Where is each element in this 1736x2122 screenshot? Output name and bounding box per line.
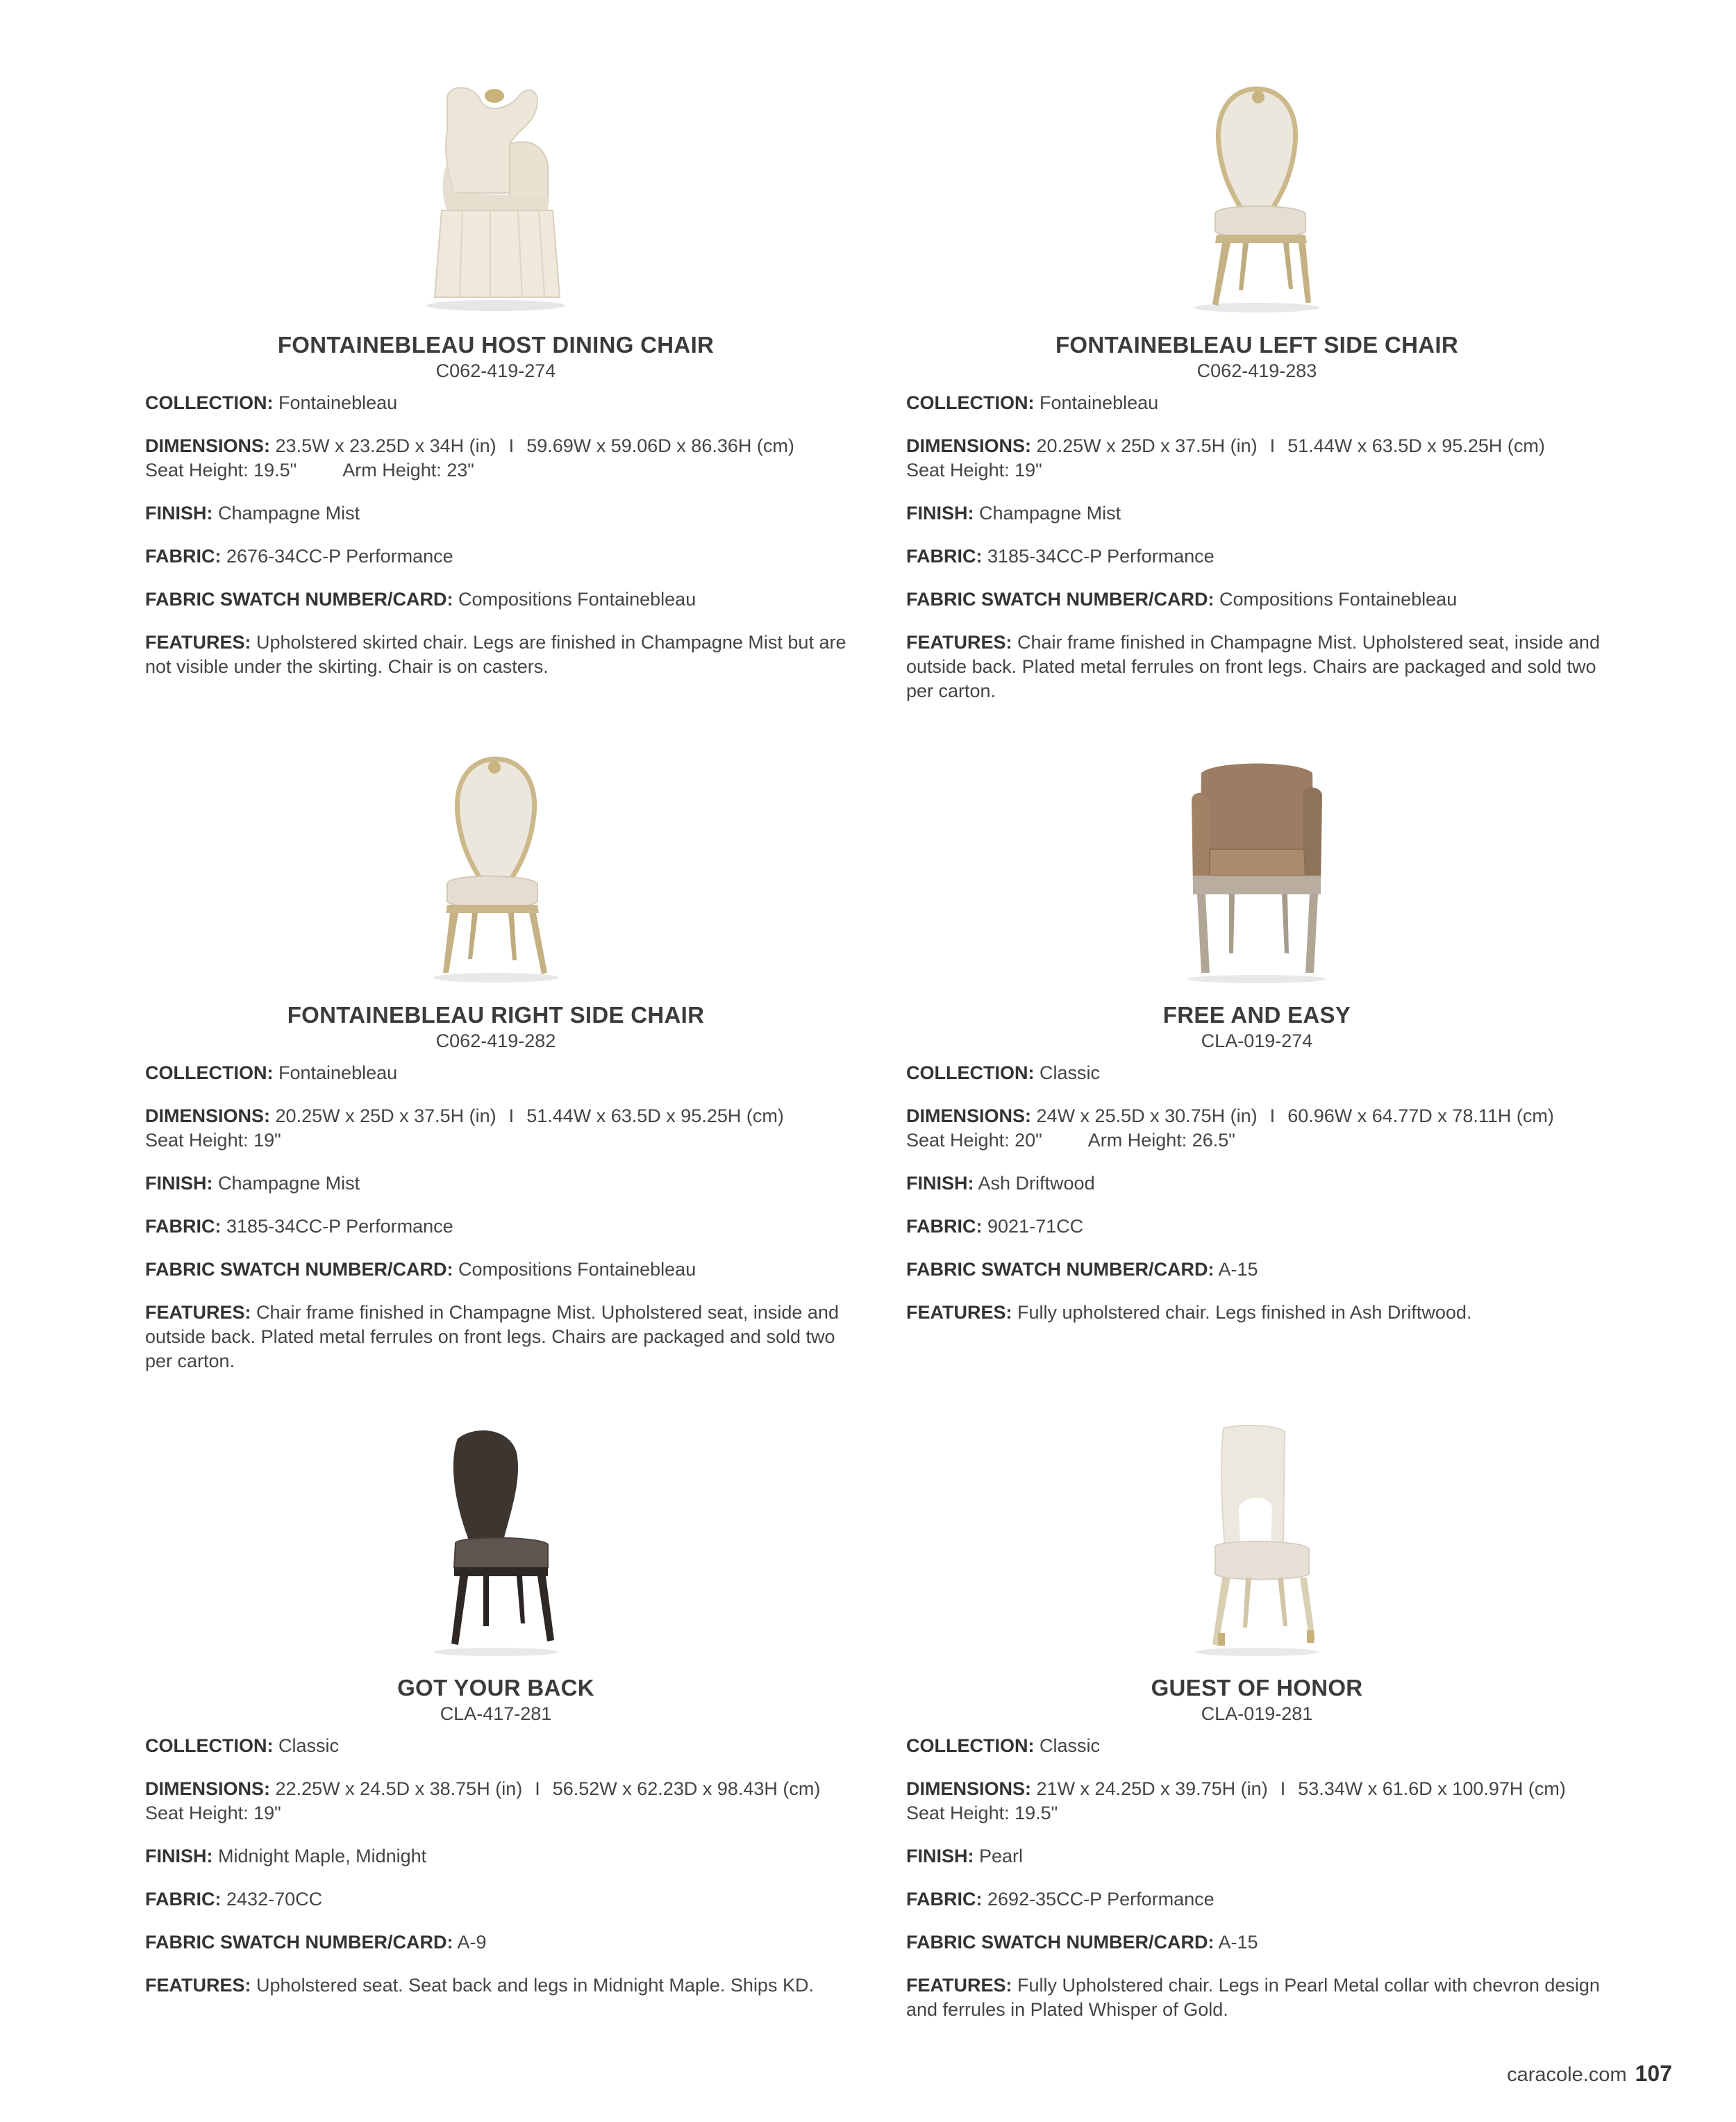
collection-row: [906, 391, 1608, 415]
dimensions-row: [906, 434, 1608, 483]
dimensions-row: [906, 1104, 1608, 1153]
features-label: FEATURES:: [906, 1975, 1012, 1996]
swatch-label: FABRIC SWATCH NUMBER/CARD:: [145, 1932, 453, 1953]
product-card: [906, 82, 1608, 722]
features-row: [145, 630, 846, 679]
swatch-row: [145, 1930, 846, 1955]
features-value: Chair frame finished in Champagne Mist. Upholstered seat, inside and outside back. Plated metal ferrules on front legs. Chairs are packaged and sold two per carton.: [906, 632, 1600, 701]
dimensions-cm: 51.44W x 63.5D x 95.25H (cm): [1287, 435, 1545, 456]
features-value: Upholstered skirted chair. Legs are finished in Champagne Mist but are not visible under the skirting. Chair is on casters.: [145, 632, 846, 677]
swatch-label: FABRIC SWATCH NUMBER/CARD:: [906, 589, 1215, 610]
features-row: [145, 1973, 846, 1998]
swatch-value: Compositions Fontainebleau: [458, 1259, 696, 1280]
product-sku: CLA-019-274: [1201, 1030, 1313, 1051]
dimensions-label: DIMENSIONS:: [906, 435, 1032, 456]
finish-row: [145, 1844, 846, 1869]
features-value: Fully upholstered chair. Legs finished in Ash Driftwood.: [1017, 1302, 1472, 1323]
finish-row: [906, 501, 1608, 526]
product-sku: C062-419-274: [435, 360, 556, 381]
dimensions-cm: 59.69W x 59.06D x 86.36H (cm): [526, 435, 794, 456]
fabric-value: 2692-35CC-P Performance: [987, 1889, 1215, 1910]
fabric-value: 3185-34CC-P Performance: [226, 1216, 453, 1237]
features-row: [145, 1301, 846, 1373]
product-sku: CLA-019-281: [1201, 1703, 1313, 1724]
product-name: FONTAINEBLEAU LEFT SIDE CHAIR: [1055, 332, 1459, 358]
dimensions-in: 23.5W x 23.25D x 34H (in): [275, 435, 496, 456]
product-card: [145, 1425, 846, 2016]
seat-height: Seat Height: 19.5": [906, 1803, 1058, 1823]
shield-back-side-chair-icon: [406, 752, 586, 985]
features-label: FEATURES:: [145, 1302, 251, 1323]
swatch-row: [145, 587, 846, 612]
product-sku: C062-419-282: [435, 1030, 556, 1051]
finish-label: FINISH:: [145, 503, 213, 524]
features-label: FEATURES:: [145, 1975, 251, 1996]
finish-value: Champagne Mist: [218, 1173, 360, 1194]
features-row: [906, 1973, 1608, 2022]
product-card: [906, 1425, 1608, 2041]
finish-row: [145, 501, 846, 526]
product-card: [145, 752, 846, 1392]
features-label: FEATURES:: [145, 632, 251, 653]
collection-row: [145, 1061, 846, 1085]
features-value: Chair frame finished in Champagne Mist. Upholstered seat, inside and outside back. Plated metal ferrules on front legs. Chairs are packaged and sold two per carton.: [145, 1302, 839, 1371]
product-card: [906, 752, 1608, 1344]
swatch-label: FABRIC SWATCH NUMBER/CARD:: [145, 589, 453, 610]
product-photo: [906, 752, 1608, 985]
product-name: GUEST OF HONOR: [1151, 1675, 1363, 1701]
features-label: FEATURES:: [906, 1302, 1012, 1323]
product-photo: [145, 82, 846, 315]
seat-height: Seat Height: 19.5": [145, 460, 297, 481]
fabric-row: [145, 544, 846, 569]
dimensions-cm: 56.52W x 62.23D x 98.43H (cm): [552, 1778, 821, 1799]
dimensions-label: DIMENSIONS:: [145, 1778, 271, 1799]
product-sku: C062-419-283: [1196, 360, 1317, 381]
fabric-value: 2676-34CC-P Performance: [226, 546, 453, 567]
collection-row: [145, 1734, 846, 1758]
product-photo: [906, 1425, 1608, 1657]
leather-arm-chair-icon: [1167, 752, 1347, 985]
dark-spoon-back-chair-icon: [406, 1425, 586, 1657]
dimensions-separator: I: [508, 1105, 515, 1126]
swatch-label: FABRIC SWATCH NUMBER/CARD:: [906, 1259, 1215, 1280]
swatch-value: A-9: [457, 1932, 487, 1953]
fabric-label: FABRIC:: [906, 546, 983, 567]
arm-height: Arm Height: 26.5": [1087, 1130, 1235, 1151]
finish-row: [906, 1844, 1608, 1869]
seat-height: Seat Height: 19": [145, 1130, 281, 1151]
shield-back-side-chair-icon: [1167, 82, 1347, 315]
page-footer: [1507, 2061, 1672, 2087]
fabric-label: FABRIC:: [906, 1889, 983, 1910]
dimensions-in: 24W x 25.5D x 30.75H (in): [1036, 1105, 1258, 1126]
fabric-row: [145, 1214, 846, 1239]
arm-height: Arm Height: 23": [342, 460, 474, 481]
fabric-label: FABRIC:: [906, 1216, 983, 1237]
collection-label: COLLECTION:: [906, 1735, 1035, 1756]
fabric-row: [906, 1214, 1608, 1239]
dimensions-separator: I: [508, 435, 515, 456]
swatch-value: Compositions Fontainebleau: [458, 589, 696, 610]
swatch-value: A-15: [1218, 1259, 1258, 1280]
dimensions-separator: I: [1269, 1105, 1276, 1126]
swatch-value: A-15: [1218, 1932, 1258, 1953]
collection-value: Fontainebleau: [278, 392, 398, 413]
fabric-row: [906, 544, 1608, 569]
finish-value: Pearl: [979, 1846, 1024, 1866]
dimensions-row: [145, 434, 846, 483]
dimensions-label: DIMENSIONS:: [145, 1105, 271, 1126]
swatch-row: [906, 1258, 1608, 1282]
dimensions-row: [145, 1104, 846, 1153]
dimensions-separator: I: [1280, 1778, 1286, 1799]
finish-label: FINISH:: [906, 1173, 974, 1194]
collection-value: Classic: [1040, 1062, 1101, 1083]
collection-value: Fontainebleau: [1040, 392, 1159, 413]
finish-value: Midnight Maple, Midnight: [218, 1846, 427, 1866]
footer-site: caracole.com: [1507, 2064, 1627, 2086]
features-value: Upholstered seat. Seat back and legs in Midnight Maple. Ships KD.: [256, 1975, 814, 1996]
finish-value: Champagne Mist: [979, 503, 1121, 524]
finish-label: FINISH:: [145, 1173, 213, 1194]
collection-label: COLLECTION:: [145, 1062, 274, 1083]
swatch-value: Compositions Fontainebleau: [1219, 589, 1458, 610]
cutout-back-dining-chair-icon: [1167, 1425, 1347, 1657]
finish-value: Champagne Mist: [218, 503, 360, 524]
dimensions-in: 21W x 24.25D x 39.75H (in): [1036, 1778, 1268, 1799]
product-photo: [906, 82, 1608, 315]
dimensions-in: 20.25W x 25D x 37.5H (in): [275, 1105, 496, 1126]
seat-height: Seat Height: 19": [906, 460, 1042, 481]
collection-label: COLLECTION:: [145, 392, 274, 413]
fabric-row: [145, 1887, 846, 1912]
finish-row: [145, 1171, 846, 1196]
product-card: [145, 82, 846, 698]
features-value: Fully Upholstered chair. Legs in Pearl Metal collar with chevron design and ferrules in Plated Whisper of Gold.: [906, 1975, 1600, 2020]
features-row: [906, 630, 1608, 703]
swatch-row: [906, 587, 1608, 612]
dimensions-cm: 51.44W x 63.5D x 95.25H (cm): [526, 1105, 784, 1126]
features-label: FEATURES:: [906, 632, 1012, 653]
product-name: FONTAINEBLEAU HOST DINING CHAIR: [277, 332, 715, 358]
fabric-row: [906, 1887, 1608, 1912]
collection-label: COLLECTION:: [906, 392, 1035, 413]
product-name: FONTAINEBLEAU RIGHT SIDE CHAIR: [287, 1002, 705, 1028]
product-photo: [145, 752, 846, 985]
swatch-label: FABRIC SWATCH NUMBER/CARD:: [145, 1259, 453, 1280]
collection-value: Classic: [1040, 1735, 1101, 1756]
dimensions-label: DIMENSIONS:: [906, 1778, 1032, 1799]
swatch-row: [145, 1258, 846, 1282]
swatch-label: FABRIC SWATCH NUMBER/CARD:: [906, 1932, 1215, 1953]
dimensions-row: [906, 1777, 1608, 1826]
collection-row: [145, 391, 846, 415]
collection-row: [906, 1734, 1608, 1758]
product-name: GOT YOUR BACK: [397, 1675, 594, 1701]
collection-label: COLLECTION:: [145, 1735, 274, 1756]
dimensions-cm: 60.96W x 64.77D x 78.11H (cm): [1287, 1105, 1554, 1126]
dimensions-row: [145, 1777, 846, 1826]
dimensions-in: 20.25W x 25D x 37.5H (in): [1036, 435, 1258, 456]
collection-row: [906, 1061, 1608, 1085]
dimensions-separator: I: [535, 1778, 540, 1799]
collection-label: COLLECTION:: [906, 1062, 1035, 1083]
finish-label: FINISH:: [906, 503, 974, 524]
fabric-value: 2432-70CC: [226, 1889, 323, 1910]
collection-value: Fontainebleau: [278, 1062, 398, 1083]
finish-label: FINISH:: [145, 1846, 213, 1866]
dimensions-label: DIMENSIONS:: [906, 1105, 1032, 1126]
finish-label: FINISH:: [906, 1846, 974, 1866]
swatch-row: [906, 1930, 1608, 1955]
collection-value: Classic: [278, 1735, 340, 1756]
product-photo: [145, 1425, 846, 1657]
fabric-value: 3185-34CC-P Performance: [987, 546, 1215, 567]
fabric-label: FABRIC:: [145, 1216, 222, 1237]
product-sku: CLA-417-281: [440, 1703, 552, 1724]
fabric-value: 9021-71CC: [987, 1216, 1084, 1237]
product-name: FREE AND EASY: [1162, 1002, 1351, 1028]
dimensions-in: 22.25W x 24.5D x 38.75H (in): [275, 1778, 523, 1799]
fabric-label: FABRIC:: [145, 546, 222, 567]
fabric-label: FABRIC:: [145, 1889, 222, 1910]
dimensions-label: DIMENSIONS:: [145, 435, 271, 456]
finish-value: Ash Driftwood: [978, 1173, 1095, 1194]
seat-height: Seat Height: 20": [906, 1130, 1042, 1151]
page-number: 107: [1635, 2061, 1672, 2086]
finish-row: [906, 1171, 1608, 1196]
dimensions-separator: I: [1269, 435, 1276, 456]
skirted-host-chair-icon: [406, 82, 586, 315]
features-row: [906, 1301, 1608, 1325]
dimensions-cm: 53.34W x 61.6D x 100.97H (cm): [1298, 1778, 1566, 1799]
seat-height: Seat Height: 19": [145, 1803, 281, 1823]
